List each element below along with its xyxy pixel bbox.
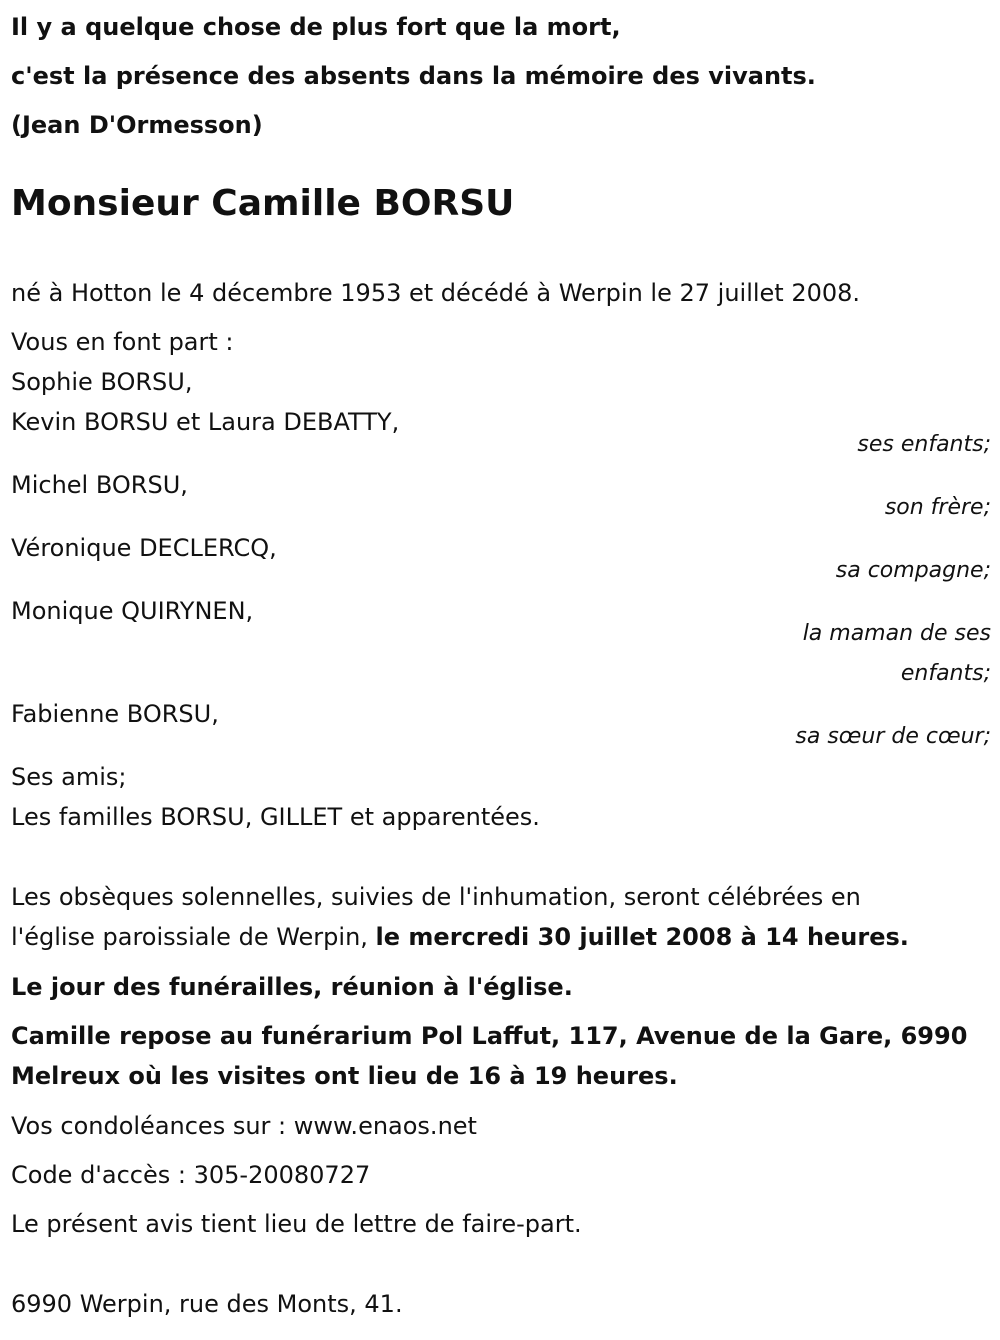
mother-role-2: enfants;	[900, 661, 991, 686]
partner: Véronique DECLERCQ,	[11, 534, 277, 562]
address: 6990 Werpin, rue des Monts, 41.	[11, 1290, 403, 1318]
mother-role-1: la maman de ses	[802, 621, 991, 646]
brother: Michel BORSU,	[11, 471, 188, 499]
mother-of-children: Monique QUIRYNEN,	[11, 597, 254, 625]
children-role: ses enfants;	[857, 432, 991, 457]
access-code: Code d'accès : 305-20080727	[11, 1161, 371, 1189]
quote-author: (Jean D'Ormesson)	[11, 111, 263, 139]
notice: Le présent avis tient lieu de lettre de faire-part.	[11, 1210, 582, 1238]
child-2: Kevin BORSU et Laura DEBATTY,	[11, 408, 400, 436]
ceremony-location: l'église paroissiale de Werpin,	[11, 923, 376, 951]
ceremony-line-1: Les obsèques solennelles, suivies de l'inhumation, seront célébrées en	[11, 883, 861, 911]
gathering: Le jour des funérailles, réunion à l'église.	[11, 973, 573, 1001]
child-1: Sophie BORSU,	[11, 368, 193, 396]
brother-role: son frère;	[884, 495, 991, 520]
condolences: Vos condoléances sur : www.enaos.net	[11, 1112, 477, 1140]
funerarium-line-2: Melreux où les visites ont lieu de 16 à 19 heures.	[11, 1062, 678, 1090]
deceased-name: Monsieur Camille BORSU	[11, 183, 515, 224]
announcers-intro: Vous en font part :	[11, 328, 234, 356]
ceremony-datetime: le mercredi 30 juillet 2008 à 14 heures.	[375, 923, 909, 951]
quote-line-2: c'est la présence des absents dans la mémoire des vivants.	[11, 62, 816, 90]
quote-line-1: Il y a quelque chose de plus fort que la mort,	[11, 13, 621, 41]
families: Les familles BORSU, GILLET et apparentées.	[11, 803, 540, 831]
ceremony-line-2	[11, 922, 909, 952]
sister-heart-role: sa sœur de cœur;	[795, 724, 991, 749]
funerarium-line-1: Camille repose au funérarium Pol Laffut, 117, Avenue de la Gare, 6990	[11, 1022, 968, 1050]
partner-role: sa compagne;	[835, 558, 991, 583]
birth-death: né à Hotton le 4 décembre 1953 et décédé à Werpin le 27 juillet 2008.	[11, 279, 861, 307]
sister-heart: Fabienne BORSU,	[11, 700, 219, 728]
friends: Ses amis;	[11, 763, 127, 791]
